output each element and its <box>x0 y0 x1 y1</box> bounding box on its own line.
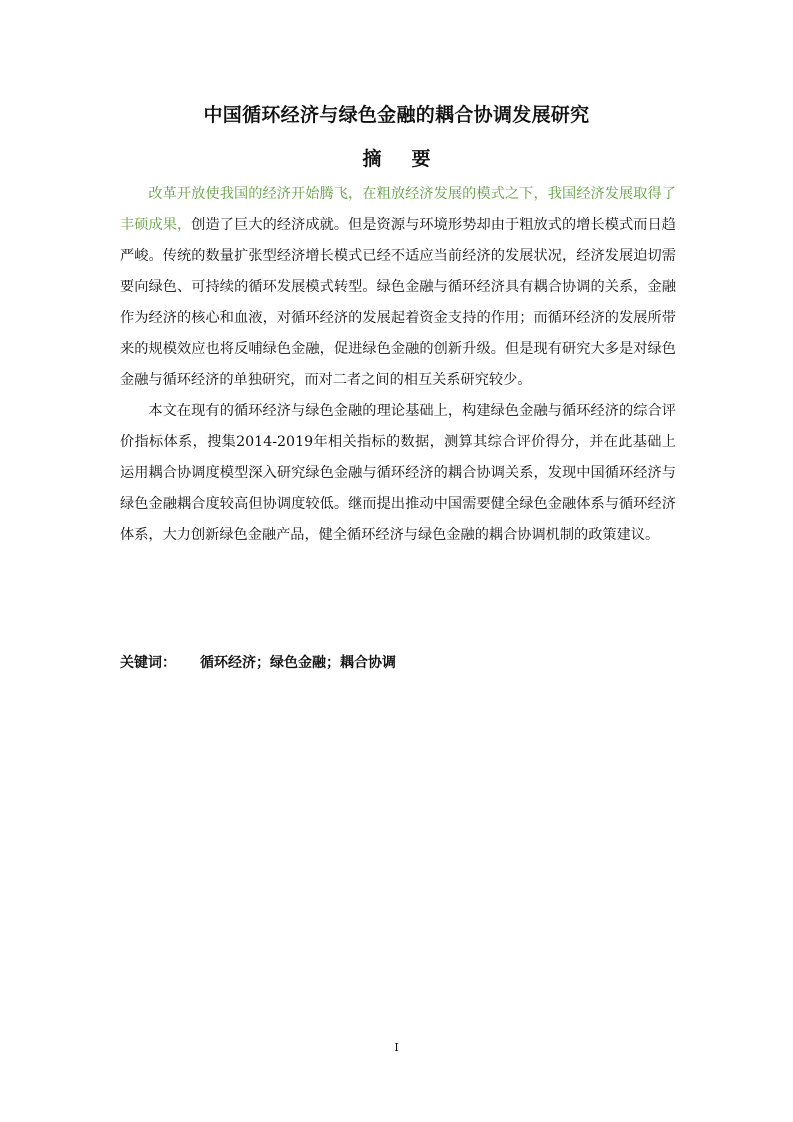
page-number: I <box>394 1041 399 1054</box>
highlighted-text: 改革开放使我国的经济开始腾飞，在粗放经济发展的模式之下，我国经济发展取得了丰硕成果， <box>120 186 676 233</box>
abstract-paragraph-2: 本文在现有的循环经济与绿色金融的理论基础上，构建绿色金融与循环经济的综合评价指标体系，搜集2014-2019年相关指标的数据，测算其综合评价得分，并在此基础上运用耦合协调度模型深入研究绿色金融与循环经济的耦合协调关系，发现中国循环经济与绿色金融耦合度较高但协调度较低。继而提出推动中国需要健全绿色金融体系与循环经济体系，大力创新绿色金融产品，健全循环经济与绿色金融的耦合协调机制的政策建议。 <box>120 403 676 543</box>
abstract-paragraph-1 <box>120 179 676 396</box>
abstract-body <box>120 179 676 551</box>
keywords-values: 循环经济；绿色金融；耦合协调 <box>200 655 396 671</box>
abstract-heading-char-1: 摘 <box>362 148 382 170</box>
abstract-heading-char-2: 要 <box>411 148 431 170</box>
keywords-label: 关键词： <box>120 655 176 671</box>
keywords-line <box>120 651 676 675</box>
paragraph-1-text: 创造了巨大的经济成就。但是资源与环境形势却由于粗放式的增长模式而日趋严峻。传统的数量扩张型经济增长模式已经不适应当前经济的发展状况，经济发展迫切需要向绿色、可持续的循环发展模式转型。绿色金融与循环经济具有耦合协调的关系，金融作为经济的核心和血液，对循环经济的发展起着资金支持的作用；而循环经济的发展所带来的规模效应也将反哺绿色金融，促进绿色金融的创新升级。但是现有研究大多是对绿色金融与循环经济的单独研究，而对二者之间的相互关系研究较少。 <box>120 217 676 388</box>
document-title: 中国循环经济与绿色金融的耦合协调发展研究 <box>203 104 590 126</box>
abstract-heading <box>0 145 793 173</box>
